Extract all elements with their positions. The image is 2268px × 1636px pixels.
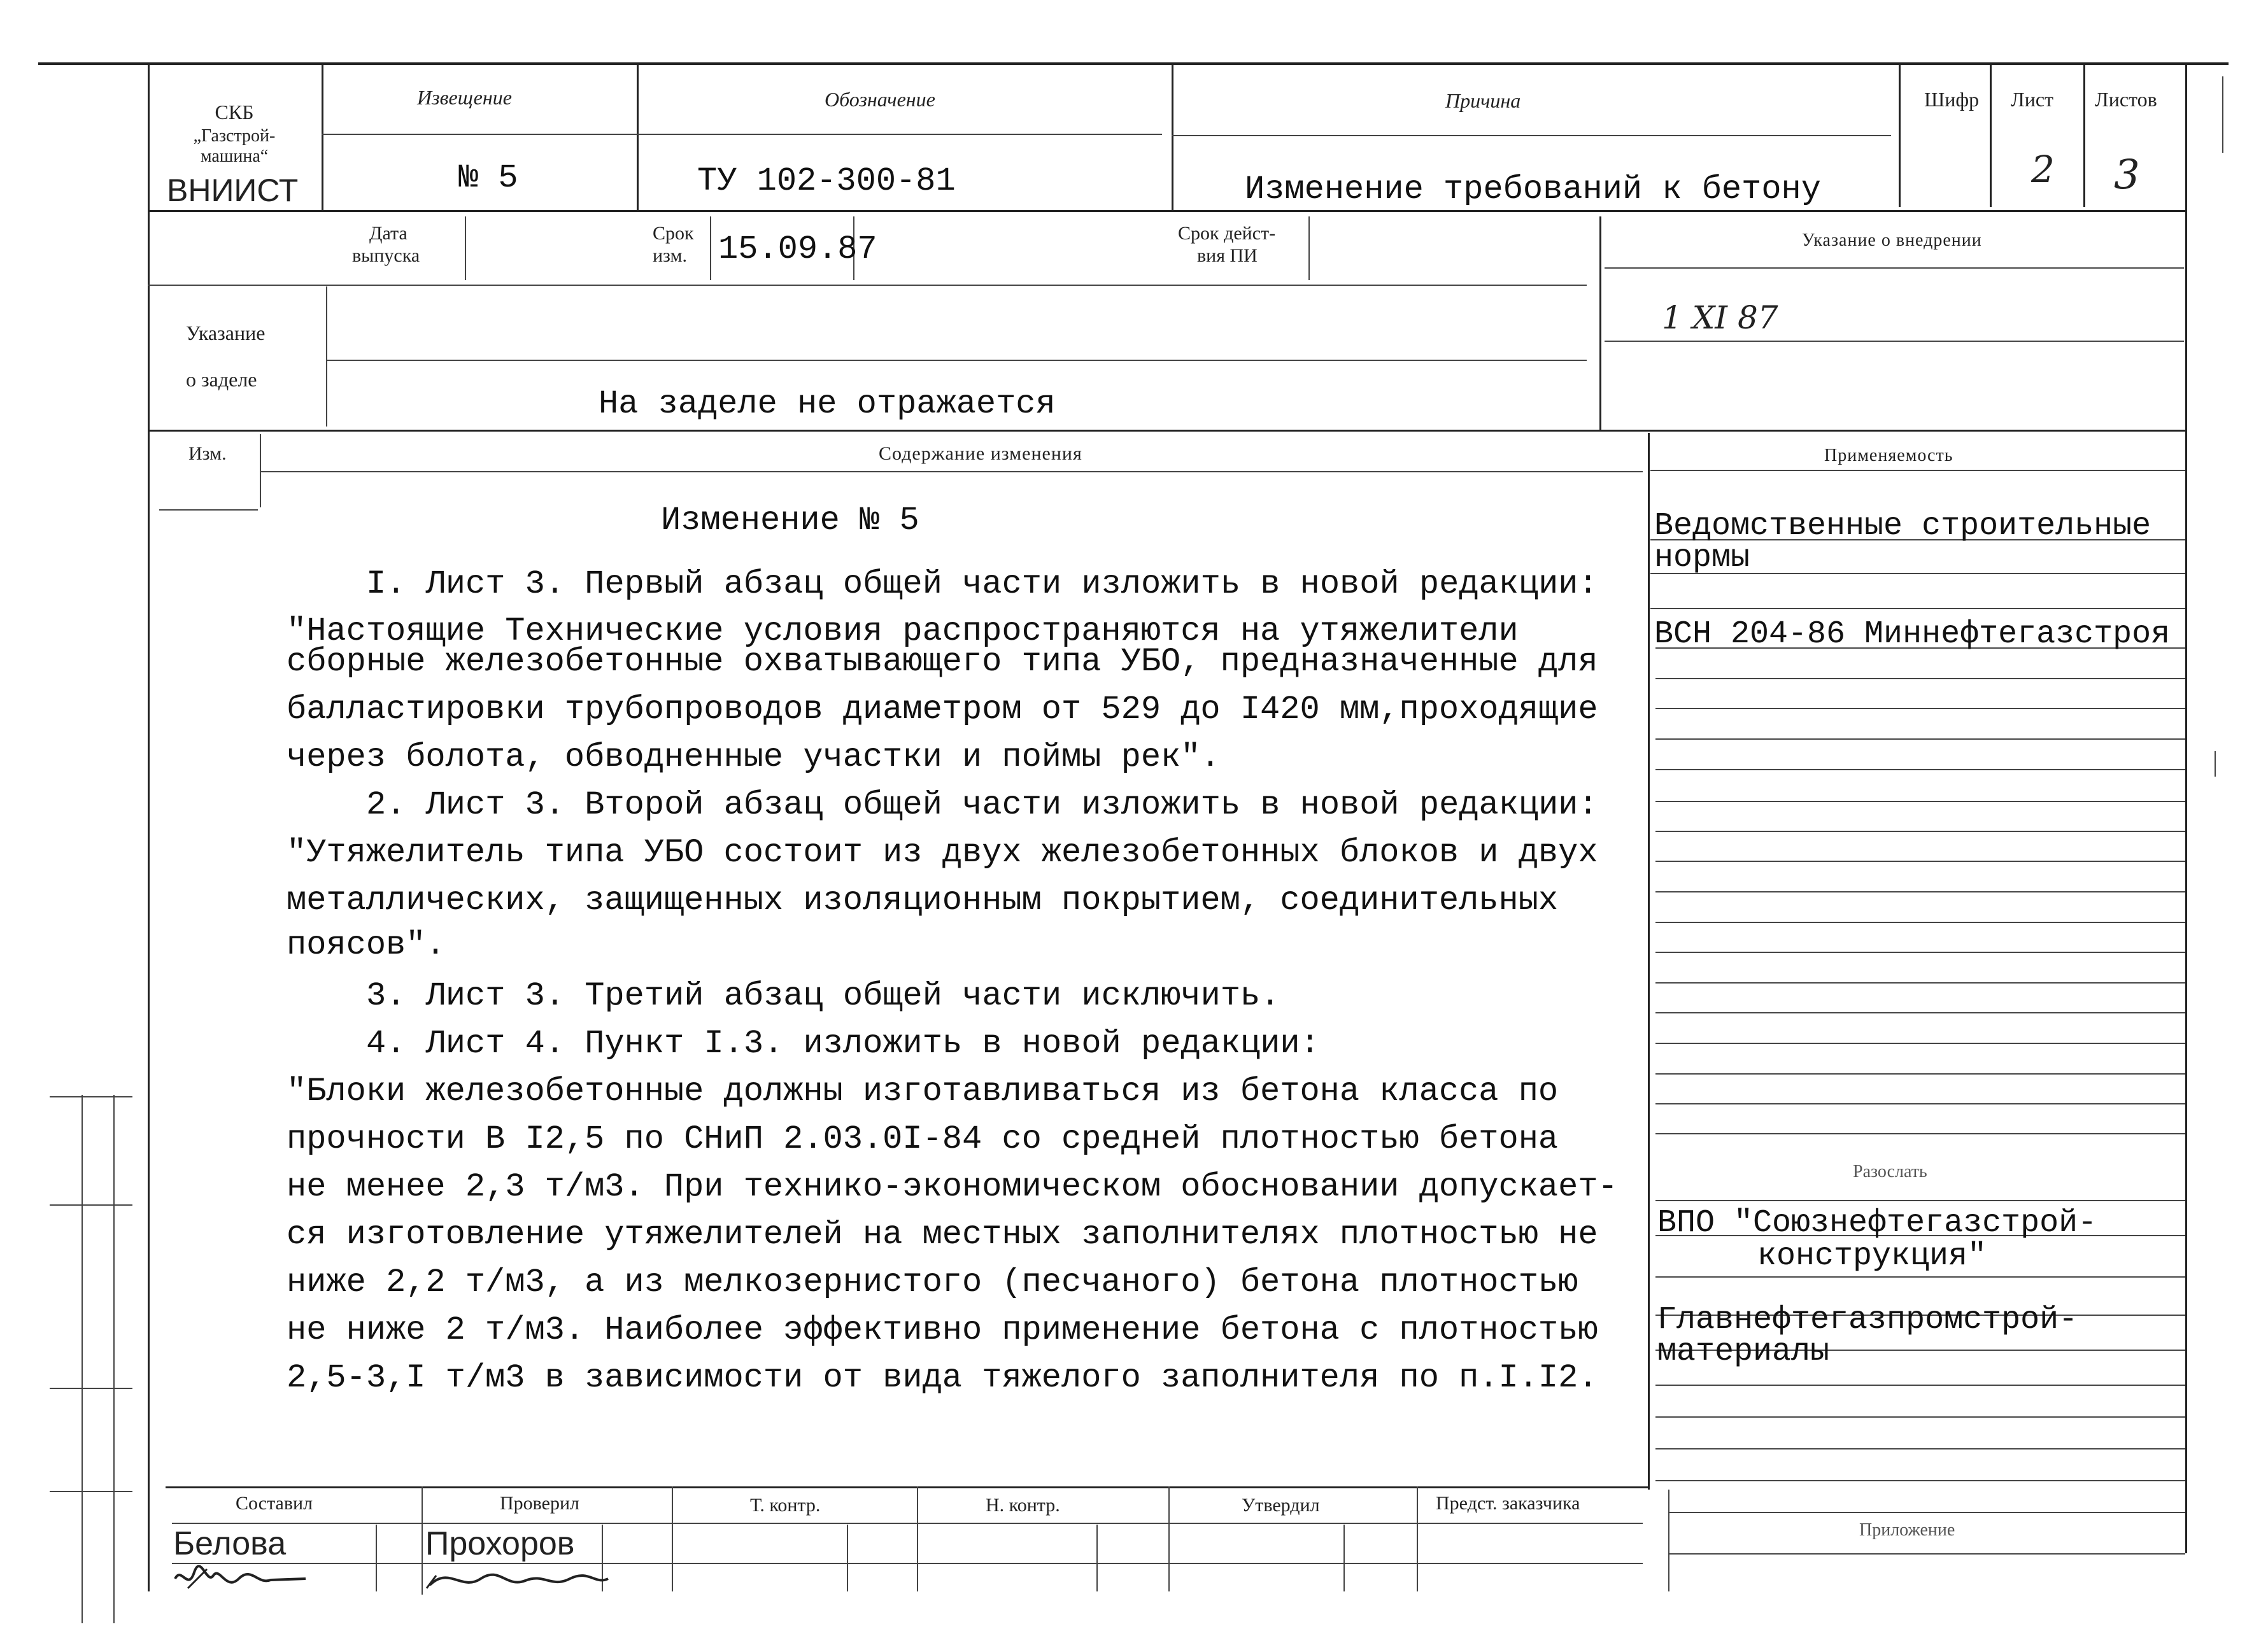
razoslat-line-1: ВПО "Союзнефтегазстрой-: [1657, 1205, 2097, 1241]
sostavil-signature: [169, 1560, 315, 1604]
izveshchenie-label: Извещение: [417, 86, 512, 109]
razoslat-line-3: Главнефтегазпромстрой-: [1657, 1302, 2078, 1338]
list-label: Лист: [2011, 88, 2054, 111]
content-line: балластировки трубопроводов диаметром от 529 до I420 мм,проходящие: [287, 691, 1598, 728]
data-vypuska-label-1: Дата: [369, 223, 408, 244]
sostavil-name: Белова: [173, 1525, 287, 1562]
org-line-3: машина“: [200, 146, 269, 166]
content-line: 4. Лист 4. Пункт I.3. изложить в новой редакции:: [366, 1025, 1320, 1062]
vnedrenie-label: Указание о внедрении: [1802, 230, 1982, 250]
org-name: ВНИИСТ: [167, 173, 299, 208]
razoslat-label: Разослать: [1853, 1162, 1927, 1181]
zadel-label-2: о заделе: [186, 368, 257, 391]
proveril-label: Проверил: [500, 1493, 579, 1514]
zadel-label-1: Указание: [186, 321, 266, 344]
content-line: не менее 2,3 т/м3. При технико-экономическом обосновании допускает-: [287, 1168, 1618, 1206]
content-line: ниже 2,2 т/м3, а из мелкозернистого (песчаного) бетона плотностью: [287, 1264, 1578, 1301]
content-line: 2,5-3,I т/м3 в зависимости от вида тяжелого заполнителя по п.I.I2.: [287, 1359, 1598, 1397]
content-line: I. Лист 3. Первый абзац общей части изложить в новой редакции:: [366, 565, 1598, 603]
content-line: "Утяжелитель типа УБО состоит из двух железобетонных блоков и двух: [287, 834, 1598, 871]
oboznachenie-label: Обозначение: [825, 88, 935, 111]
primenyaemost-column-label: Применяемость: [1824, 446, 1953, 465]
primenyaemost-line-2: нормы: [1654, 540, 1750, 576]
soderzhanie-column-label: Содержание изменения: [879, 443, 1082, 464]
listov-label: Листов: [2095, 88, 2157, 111]
srok-deistviya-label-2: вия ПИ: [1197, 245, 1258, 266]
t-kontr-label: Т. контр.: [750, 1495, 821, 1516]
content-line: прочности В I2,5 по СНиП 2.03.0I-84 со средней плотностью бетона: [287, 1120, 1559, 1158]
razoslat-line-2: конструкция": [1757, 1238, 1987, 1274]
proveril-signature: [423, 1563, 614, 1601]
n-kontr-label: Н. контр.: [986, 1495, 1060, 1516]
primenyaemost-line-1: Ведомственные строительные: [1654, 508, 2151, 544]
utverdil-label: Утвердил: [1242, 1495, 1320, 1516]
shifr-label: Шифр: [1924, 88, 1980, 111]
primenyaemost-line-3: ВСН 204-86 Миннефтегазстроя: [1654, 616, 2171, 652]
content-line: "Настоящие Технические условия распространяются на утяжелители: [287, 612, 1519, 650]
sostavil-label: Составил: [236, 1493, 313, 1514]
srok-izm-label-2: изм.: [653, 245, 687, 266]
prichina-value: Изменение требований к бетону: [1245, 171, 1821, 208]
content-line: "Блоки железобетонные должны изготавливаться из бетона класса по: [287, 1073, 1559, 1110]
content-line: 3. Лист 3. Третий абзац общей части исключить.: [366, 977, 1280, 1015]
srok-izm-value: 15.09.87: [718, 230, 877, 268]
content-line: поясов".: [287, 926, 446, 964]
listov-value: 3: [2114, 152, 2140, 199]
izm-column-label: Изм.: [188, 443, 227, 464]
prilozhenie-label: Приложение: [1859, 1520, 1955, 1540]
izveshchenie-value: № 5: [458, 159, 518, 197]
zadel-value: На заделе не отражается: [599, 385, 1056, 423]
data-vypuska-label-2: выпуска: [352, 245, 420, 266]
vnedrenie-value: 1 XI 87: [1662, 299, 1778, 336]
razoslat-line-4: материалы: [1657, 1334, 1830, 1370]
content-line: ся изготовление утяжелителей на местных заполнителях плотностью не: [287, 1216, 1598, 1253]
prichina-label: Причина: [1445, 89, 1521, 112]
proveril-name: Прохоров: [425, 1525, 575, 1562]
change-title: Изменение № 5: [661, 502, 919, 539]
srok-izm-label-1: Срок: [653, 223, 694, 244]
predst-label: Предст. заказчика: [1436, 1493, 1580, 1514]
oboznachenie-value: ТУ 102-300-81: [697, 162, 956, 200]
org-line-1: СКБ: [215, 101, 254, 123]
content-line: металлических, защищенных изоляционным покрытием, соединительных: [287, 882, 1559, 919]
org-line-2: „Газстрой-: [193, 126, 276, 146]
srok-deistviya-label-1: Срок дейст-: [1178, 223, 1276, 244]
content-line: сборные железобетонные охватывающего типа УБО, предназначенные для: [287, 643, 1598, 680]
content-line: не ниже 2 т/м3. Наиболее эффективно применение бетона с плотностью: [287, 1311, 1598, 1349]
content-line: через болота, обводненные участки и поймы рек".: [287, 738, 1221, 776]
content-line: 2. Лист 3. Второй абзац общей части изложить в новой редакции:: [366, 786, 1598, 824]
list-value: 2: [2031, 148, 2055, 191]
